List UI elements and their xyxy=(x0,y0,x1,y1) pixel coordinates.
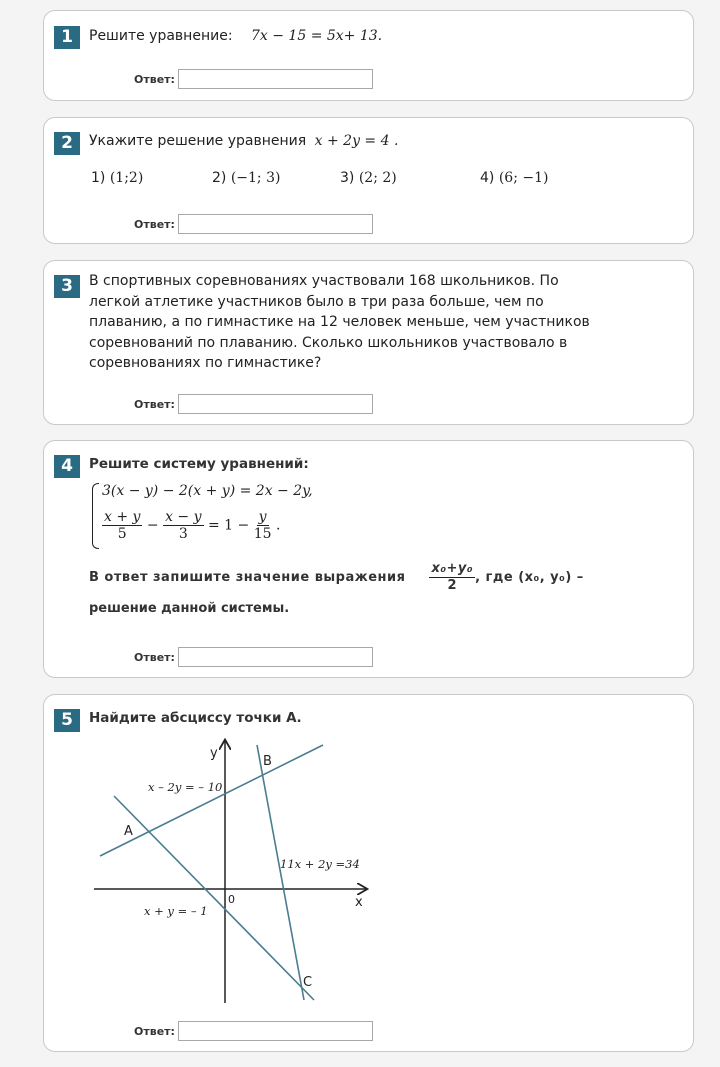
question-text-5: Найдите абсциссу точки А. xyxy=(89,710,302,726)
expression-denominator: 2 xyxy=(447,578,458,593)
line-2 xyxy=(114,796,314,1000)
question-number-3: 3 xyxy=(54,275,80,298)
fraction-1 xyxy=(102,509,142,542)
question-card-2 xyxy=(43,117,694,244)
option-4[interactable] xyxy=(480,170,548,186)
option-4-value: (6; −1) xyxy=(498,170,549,186)
line-3-label: 11x + 2y =34 xyxy=(280,857,360,871)
option-3-number: 3) xyxy=(340,170,355,186)
origin-label: 0 xyxy=(228,893,235,906)
answer-label: Ответ: xyxy=(134,73,175,86)
question-3-line-4: соревнований по плаванию. Сколько школьников участвовало в xyxy=(89,334,568,351)
option-1-value: (1;2) xyxy=(109,170,144,186)
system-equation-1: 3(x − y) − 2(x + y) = 2x − 2y, xyxy=(102,483,313,499)
question-text-3 xyxy=(89,271,629,374)
coordinate-graph xyxy=(94,735,394,1005)
answer-label: Ответ: xyxy=(134,218,175,231)
question-2-prompt: Укажите решение уравнения xyxy=(89,133,307,149)
option-3-value: (2; 2) xyxy=(358,170,397,186)
question-number-4: 4 xyxy=(54,455,80,478)
fraction-3-numerator: y xyxy=(258,509,267,525)
question-card-5 xyxy=(43,694,694,1052)
option-1-number: 1) xyxy=(91,170,106,186)
option-3[interactable] xyxy=(340,170,397,186)
option-2-value: (−1; 3) xyxy=(230,170,281,186)
option-1[interactable] xyxy=(91,170,143,186)
line-1 xyxy=(100,745,323,856)
option-4-number: 4) xyxy=(480,170,495,186)
question-text-4: Решите систему уравнений: xyxy=(89,456,309,472)
system-equation-2 xyxy=(102,509,280,542)
system-brace xyxy=(92,483,99,549)
axis-x-label: x xyxy=(355,895,363,910)
question-text-1 xyxy=(89,28,382,44)
question-4-instruction-end: решение данной системы. xyxy=(89,601,290,616)
question-1-equation: 7x − 15 = 5x+ 13. xyxy=(251,28,383,44)
question-2-equation: x + 2y = 4 . xyxy=(314,133,399,149)
answer-input-2[interactable] xyxy=(178,214,373,234)
question-4-instruction xyxy=(89,561,649,594)
line-2-label: x + y = – 1 xyxy=(144,904,208,918)
question-card-1 xyxy=(43,10,694,101)
fraction-3-denominator: 15 xyxy=(253,526,272,542)
fraction-1-numerator: x + y xyxy=(104,509,141,525)
question-number-5: 5 xyxy=(54,709,80,732)
question-card-4 xyxy=(43,440,694,678)
option-2-number: 2) xyxy=(212,170,227,186)
line-3 xyxy=(257,745,304,1000)
question-3-line-5: соревнованиях по гимнастике? xyxy=(89,355,322,371)
answer-input-4[interactable] xyxy=(178,647,373,667)
question-number-1: 1 xyxy=(54,26,80,49)
fraction-2-numerator: x − y xyxy=(165,509,202,525)
question-number-2: 2 xyxy=(54,132,80,155)
question-3-line-1: В спортивных соревнованиях участвовали 168 школьников. По xyxy=(89,273,559,289)
point-b-label: B xyxy=(263,754,272,769)
point-c-label: C xyxy=(303,975,313,990)
fraction-2 xyxy=(163,509,203,542)
option-2[interactable] xyxy=(212,170,280,186)
fraction-1-denominator: 5 xyxy=(117,526,127,542)
point-a-label: A xyxy=(124,824,133,839)
fraction-2-denominator: 3 xyxy=(178,526,188,542)
answer-label: Ответ: xyxy=(134,1025,175,1038)
axis-y-label: y xyxy=(210,746,218,761)
answer-label: Ответ: xyxy=(134,651,175,664)
answer-input-5[interactable] xyxy=(178,1021,373,1041)
instruction-part-a: В ответ запишите значение выражения xyxy=(89,570,406,585)
eq2-minus: − xyxy=(146,517,159,534)
answer-input-3[interactable] xyxy=(178,394,373,414)
answer-input-1[interactable] xyxy=(178,69,373,89)
line-1-label: x – 2y = – 10 xyxy=(148,780,223,794)
eq2-tail: . xyxy=(275,517,281,534)
question-card-3 xyxy=(43,260,694,425)
eq2-middle: = 1 − xyxy=(207,517,250,534)
question-3-line-2: легкой атлетике участников было в три раза больше, чем по xyxy=(89,293,544,310)
expression-fraction xyxy=(429,561,475,594)
instruction-part-b: , где (x₀, y₀) – xyxy=(475,570,584,585)
answer-label: Ответ: xyxy=(134,398,175,411)
question-3-line-3: плаванию, а по гимнастике на 12 человек меньше, чем участников xyxy=(89,314,590,330)
question-1-prompt: Решите уравнение: xyxy=(89,28,233,44)
question-text-2 xyxy=(89,133,398,149)
fraction-3 xyxy=(254,509,272,542)
expression-numerator: x₀+y₀ xyxy=(431,561,474,576)
